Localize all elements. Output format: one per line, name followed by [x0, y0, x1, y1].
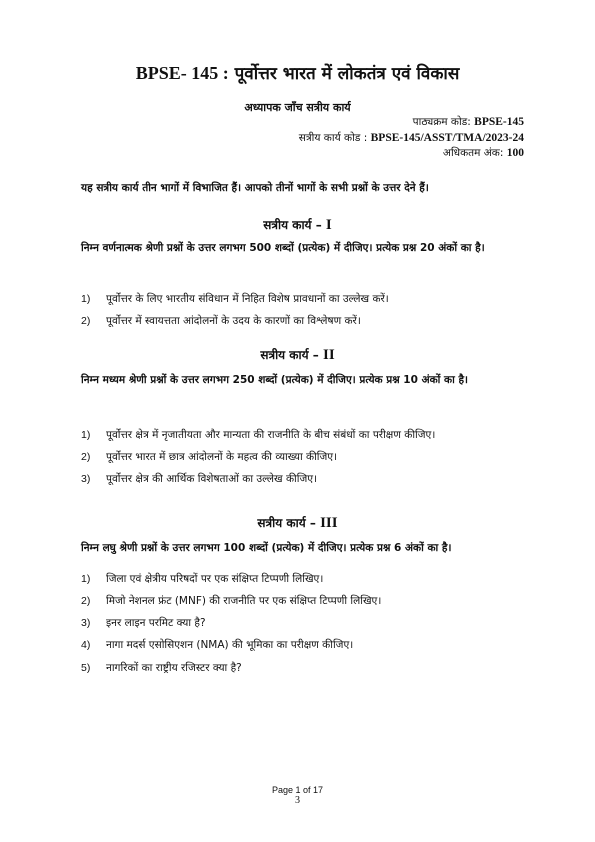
question-number: 3) — [81, 617, 91, 629]
question-number: 2) — [81, 315, 91, 327]
assignment-code-line — [299, 131, 524, 146]
page-number: 3 — [295, 795, 300, 806]
section-roman-numeral: II — [322, 347, 335, 363]
assignment-code-label: सत्रीय कार्य कोड : — [298, 132, 371, 144]
section-roman-numeral: III — [320, 515, 338, 531]
page-subtitle: अध्यापक जाँच सत्रीय कार्य — [244, 101, 351, 114]
intro-text: यह सत्रीय कार्य तीन भागों में विभाजित हैं। आपको तीनों भागों के सभी प्रश्नों के उत्तर देने हैं। — [81, 182, 429, 194]
question-number: 1) — [81, 293, 91, 305]
course-code-value: BPSE-145 — [474, 116, 524, 128]
question-number: 1) — [81, 573, 91, 585]
question-text: पूर्वोत्तर के लिए भारतीय संविधान में निहित विशेष प्रावधानों का उल्लेख करें। — [106, 293, 389, 305]
question-number: 2) — [81, 595, 91, 607]
section-roman-numeral: I — [325, 217, 332, 233]
max-marks-value: 100 — [506, 147, 524, 159]
question-number: 2) — [81, 451, 91, 463]
section-heading-1: सत्रीय कार्य – I — [263, 217, 332, 233]
assignment-code-value: BPSE-145/ASST/TMA/2023-24 — [370, 132, 524, 144]
question-text: पूर्वोत्तर क्षेत्र में नृजातीयता और मान्यता की राजनीति के बीच संबंधों का परीक्षण कीजिए। — [106, 429, 436, 441]
section-instructions-2: निम्न मध्यम श्रेणी प्रश्नों के उत्तर लगभग 250 शब्दों (प्रत्येक) में दीजिए। प्रत्येक प्रश्न 10 अंकों का है। — [81, 374, 469, 386]
question-number: 1) — [81, 429, 91, 441]
section-heading-label: सत्रीय कार्य — [257, 516, 306, 530]
max-marks-line — [443, 146, 524, 161]
section-heading-3: सत्रीय कार्य – III — [257, 515, 338, 531]
course-code-label: पाठ्यक्रम कोड: — [412, 116, 475, 128]
page-title — [0, 62, 595, 85]
question-number: 5) — [81, 662, 91, 674]
question-text: नागरिकों का राष्ट्रीय रजिस्टर क्या है? — [106, 662, 242, 674]
section-instructions-1: निम्न वर्णनात्मक श्रेणी प्रश्नों के उत्तर लगभग 500 शब्दों (प्रत्येक) में दीजिए। प्रत्येक प्रश्न 20 अंकों का है। — [81, 242, 485, 254]
section-heading-label: सत्रीय कार्य — [263, 218, 312, 232]
page-footer: Page 1 of 17 — [271, 785, 324, 795]
question-text: नागा मदर्स एसोसिएशन (NMA) की भूमिका का परीक्षण कीजिए। — [106, 639, 354, 651]
question-text: मिजो नेशनल फ्रंट (MNF) की राजनीति पर एक संक्षिप्त टिप्पणी लिखिए। — [106, 595, 382, 607]
section-instructions-3: निम्न लघु श्रेणी प्रश्नों के उत्तर लगभग 100 शब्दों (प्रत्येक) में दीजिए। प्रत्येक प्रश्न 6 अंकों का है। — [81, 542, 452, 554]
question-text: जिला एवं क्षेत्रीय परिषदों पर एक संक्षिप्त टिप्पणी लिखिए। — [106, 573, 324, 585]
question-text: पूर्वोत्तर में स्वायत्तता आंदोलनों के उदय के कारणों का विश्लेषण करें। — [106, 315, 361, 327]
question-number: 3) — [81, 473, 91, 485]
section-heading-2: सत्रीय कार्य – II — [260, 347, 335, 363]
question-text: पूर्वोत्तर क्षेत्र की आर्थिक विशेषताओं का उल्लेख कीजिए। — [106, 473, 318, 485]
course-code: BPSE- 145 : — [135, 63, 229, 83]
max-marks-label: अधिकतम अंक: — [442, 147, 507, 159]
course-title: पूर्वोत्तर भारत में लोकतंत्र एवं विकास — [234, 64, 460, 84]
question-number: 4) — [81, 639, 91, 651]
course-code-line — [413, 115, 524, 130]
question-text: इनर लाइन परमिट क्या है? — [106, 617, 206, 629]
section-heading-label: सत्रीय कार्य — [260, 348, 309, 362]
question-text: पूर्वोत्तर भारत में छात्र आंदोलनों के महत्व की व्याख्या कीजिए। — [106, 451, 338, 463]
